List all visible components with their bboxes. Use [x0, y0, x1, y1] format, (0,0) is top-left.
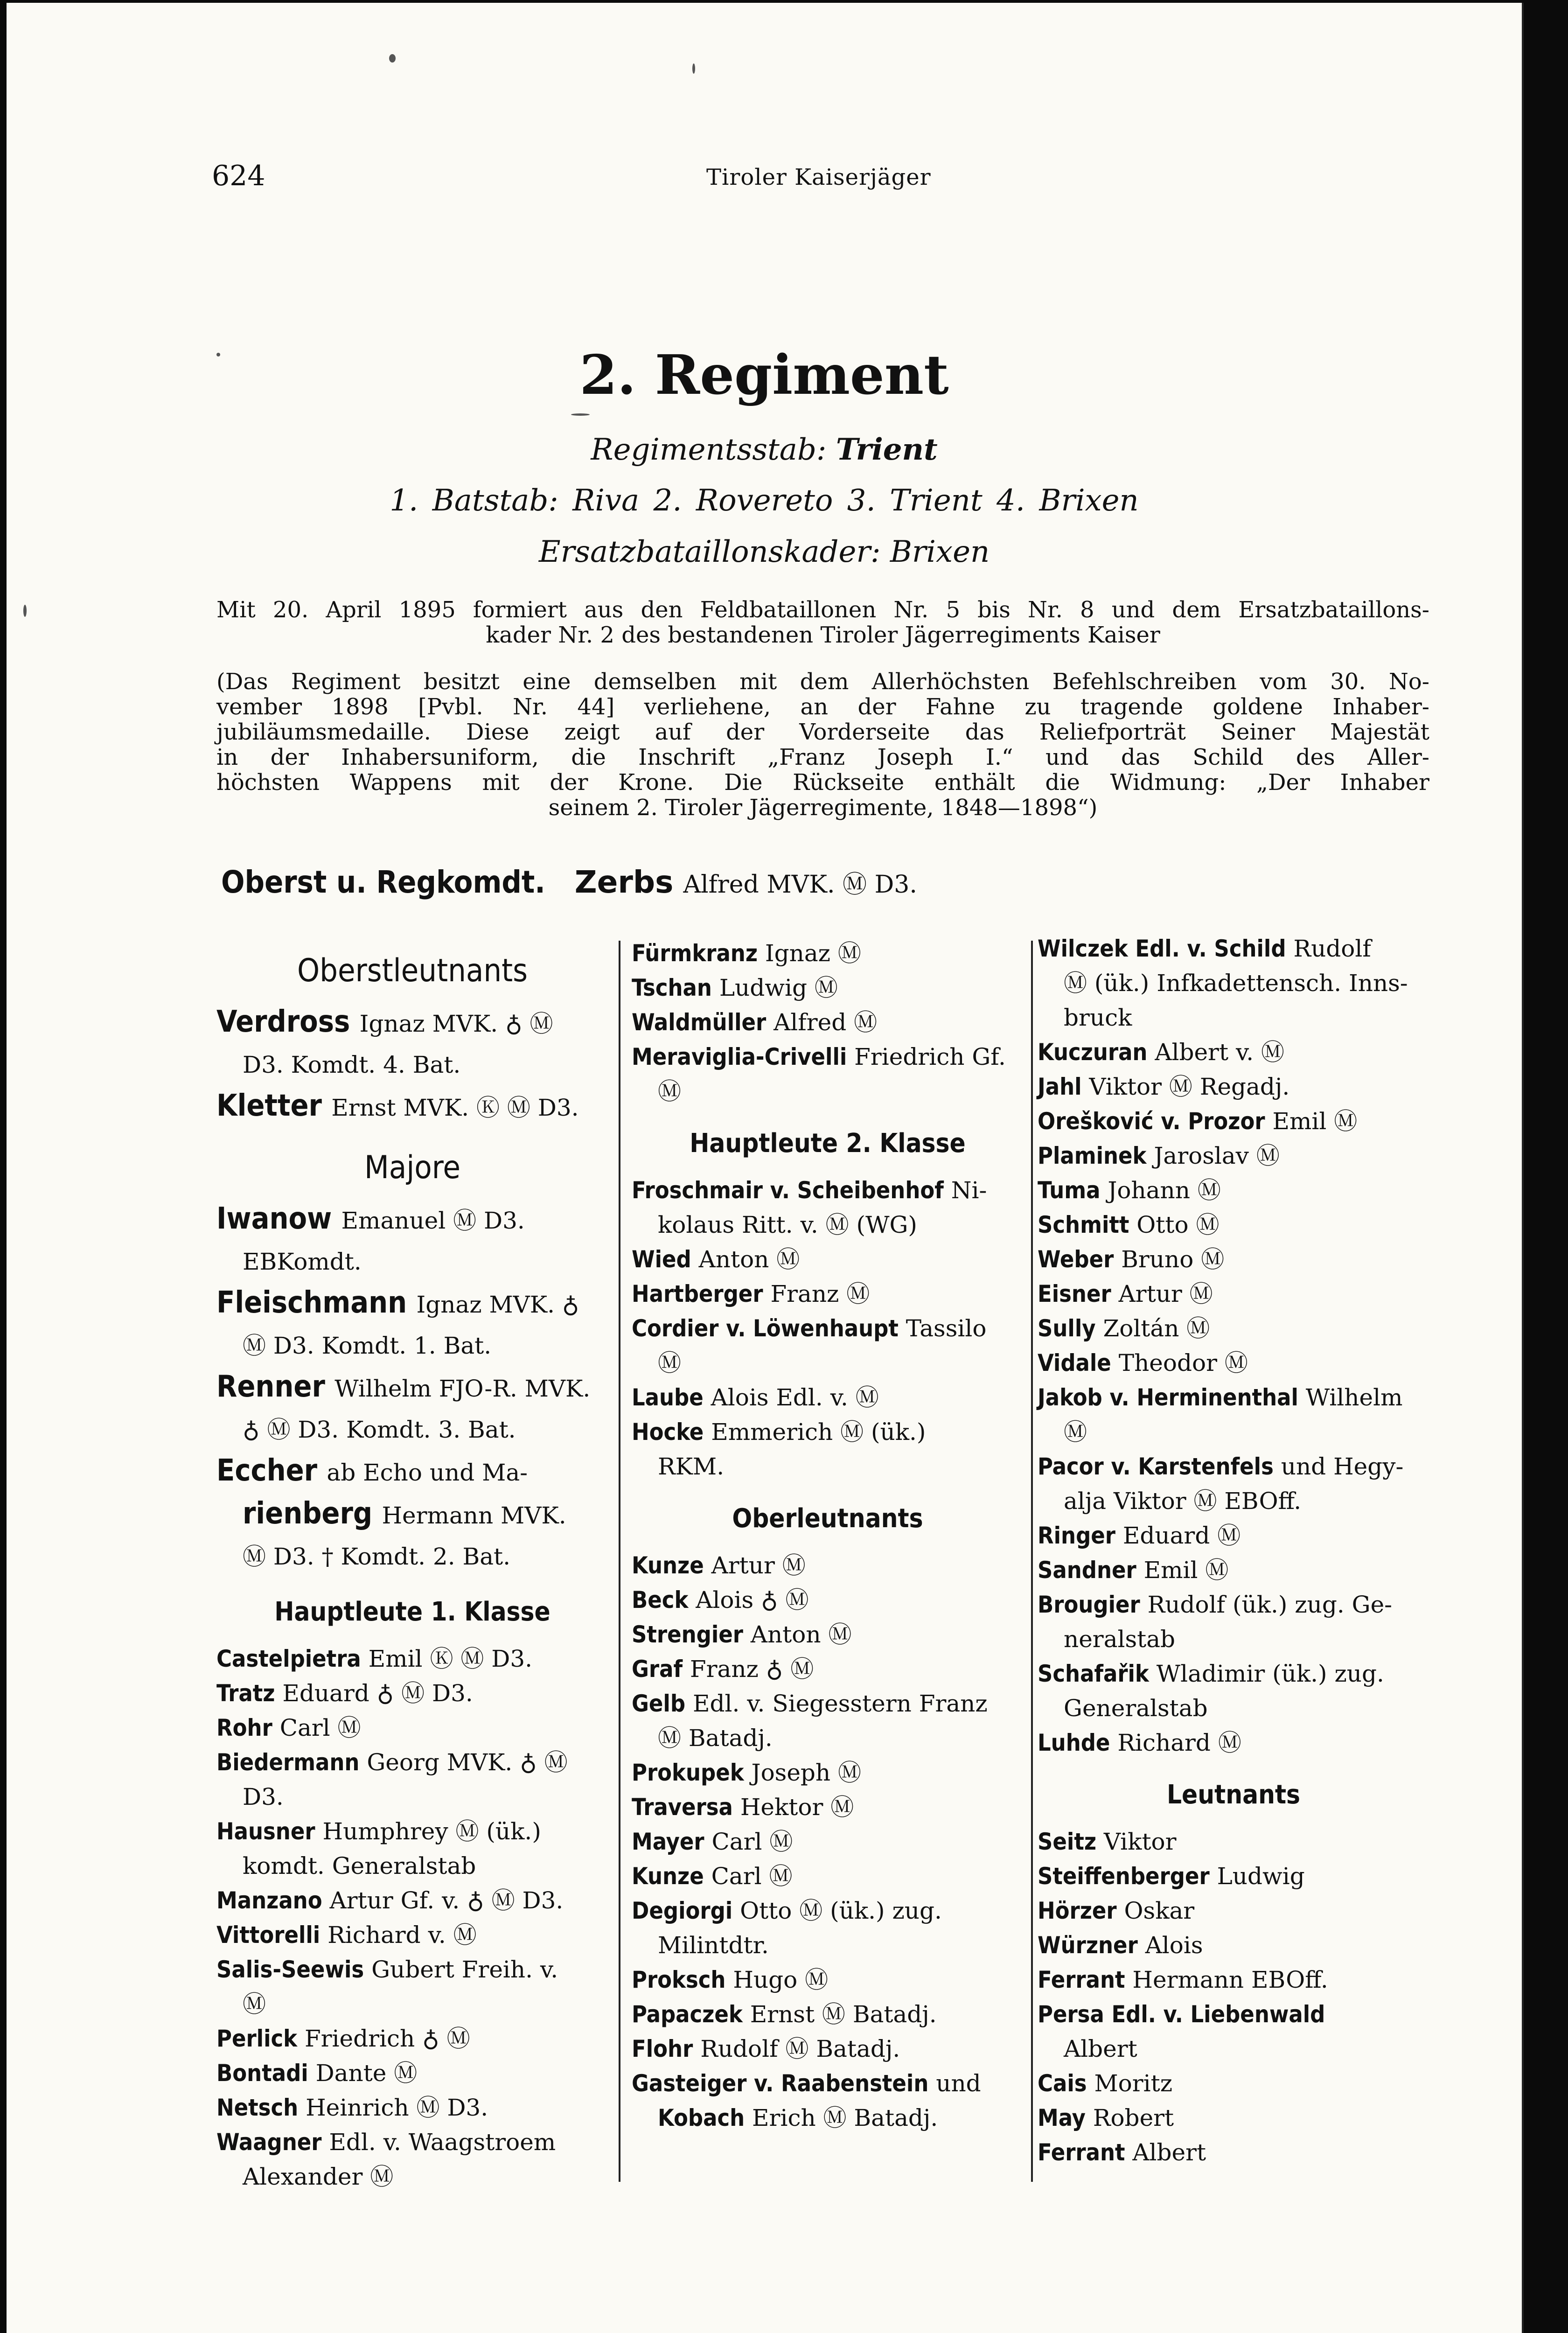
details: Carl Ⓜ [711, 1863, 793, 1890]
details: Ludwig Ⓜ [719, 974, 838, 1001]
surname: Wilczek Edl. v. Schild [1038, 935, 1286, 962]
details: Emmerich Ⓜ (ük.) [711, 1418, 926, 1446]
page [7, 3, 1524, 2333]
regiment-title: 2. Regiment [579, 343, 949, 407]
details: Albert v. Ⓜ [1155, 1039, 1285, 1066]
surname: Tuma [1038, 1177, 1101, 1204]
details: Edl. v. Waagstroem [329, 2129, 556, 2156]
details: Theodor Ⓜ [1118, 1349, 1248, 1376]
list-item-cont: bruck [1064, 1004, 1132, 1031]
surname: Perlick [216, 2025, 298, 2052]
surname: Manzano [216, 1887, 322, 1914]
list-item-cont: D3. [243, 1783, 284, 1810]
list-item-cont: Ⓜ D3. † Komdt. 2. Bat. [243, 1543, 511, 1570]
surname: Steiffenberger [1038, 1863, 1210, 1890]
list-item [1038, 1346, 1429, 1380]
details: Otto Ⓜ (ük.) zug. [740, 1897, 942, 1924]
details: Robert [1093, 2104, 1174, 2131]
list-item [1038, 1242, 1429, 1277]
surname: Kuczuran [1038, 1039, 1148, 1066]
surname: Cais [1038, 2070, 1087, 2097]
details: Ignaz Ⓜ [765, 940, 861, 967]
paragraph-line: vember 1898 [Pvbl. Nr. 44] verliehene, an der Fahne zu tragende goldene Inhaber- [216, 694, 1429, 720]
details: und [936, 2070, 981, 2097]
details: Ernst MVK. Ⓚ Ⓜ D3. [331, 1094, 579, 1121]
list-item [216, 2125, 608, 2159]
details: Wilhelm FJO-R. MVK. [335, 1375, 591, 1402]
surname: Luhde [1038, 1729, 1110, 1756]
surname: Laube [632, 1384, 704, 1411]
list-item-cont: RKM. [658, 1453, 725, 1480]
battalion-stations: 1. Batstab: Riva 2. Rovereto 3. Trient 4. Brixen [390, 483, 1139, 518]
column-divider [619, 941, 620, 2182]
list-item [216, 1676, 608, 1711]
oberst-label: Oberst u. Regkomdt. [221, 864, 545, 900]
scan-speck [216, 353, 220, 356]
surname: Eccher [216, 1453, 318, 1488]
list-item [216, 1745, 608, 1780]
surname: Wied [632, 1246, 691, 1273]
details: Anton Ⓜ [698, 1246, 800, 1273]
surname: Traversa [632, 1794, 733, 1821]
surname: Orešković v. Prozor [1038, 1108, 1265, 1135]
list-item [216, 1814, 608, 1849]
details: Viktor [1103, 1828, 1177, 1855]
details: ab Echo und Ma- [327, 1459, 528, 1486]
section-heading: Oberleutnants [732, 1503, 923, 1534]
oberst-line [221, 864, 917, 900]
list-item [216, 1085, 608, 1128]
surname: Sandner [1038, 1557, 1136, 1584]
list-item [632, 1040, 1024, 1074]
list-item [632, 1548, 1024, 1583]
list-item [216, 1641, 608, 1676]
list-item [216, 1282, 608, 1325]
surname: Weber [1038, 1246, 1114, 1273]
details: Viktor Ⓜ Regadj. [1089, 1073, 1290, 1100]
details: Albert [1132, 2139, 1206, 2166]
surname: Gelb [632, 1690, 686, 1717]
surname: Hausner [216, 1818, 315, 1845]
surname: Persa Edl. v. Liebenwald [1038, 2001, 1325, 2028]
list-item [632, 1859, 1024, 1893]
details: Ludwig [1217, 1863, 1305, 1890]
list-item [1038, 2066, 1429, 2101]
details: Otto Ⓜ [1136, 1211, 1220, 1238]
list-item [1038, 1069, 1429, 1104]
surname: Kunze [632, 1552, 704, 1579]
surname: Brougier [1038, 1591, 1140, 1618]
surname: Iwanow [216, 1201, 332, 1236]
list-item-cont: Ⓜ D3. Komdt. 1. Bat. [243, 1332, 492, 1359]
scan-speck [692, 63, 695, 74]
surname: Eisner [1038, 1280, 1111, 1307]
regimentsstab-label: Regimentsstab: [591, 433, 827, 467]
section-heading: Oberstleutnants [297, 952, 528, 989]
surname: Castelpietra [216, 1645, 361, 1672]
list-item [632, 1997, 1024, 2032]
list-item-cont: Milintdtr. [658, 1932, 769, 1959]
surname: Renner [216, 1369, 325, 1404]
list-item [1038, 1208, 1429, 1242]
surname: Netsch [216, 2094, 299, 2121]
surname: Ferrant [1038, 2139, 1125, 2166]
surname: Beck [632, 1586, 689, 1614]
surname: Rohr [216, 1714, 272, 1741]
details: und Hegy- [1281, 1453, 1404, 1480]
surname: Sully [1038, 1315, 1096, 1342]
details: Hektor Ⓜ [740, 1794, 854, 1821]
details: Alfred Ⓜ [774, 1009, 878, 1036]
details: Friedrich Gf. [854, 1043, 1006, 1070]
entry-list-majore [216, 1198, 608, 1577]
details: Moritz [1094, 2070, 1173, 2097]
medal-paragraph [216, 669, 1429, 820]
details: Edl. v. Siegesstern Franz [692, 1690, 988, 1717]
details: Bruno Ⓜ [1121, 1246, 1225, 1273]
list-item [632, 1790, 1024, 1824]
list-item-cont: Generalstab [1064, 1695, 1208, 1722]
details: Hermann EBOff. [1132, 1966, 1328, 1993]
list-item-cont: Ⓜ [1064, 1418, 1087, 1446]
list-item [216, 2056, 608, 2090]
list-item [632, 1755, 1024, 1790]
surname: Kletter [216, 1089, 322, 1123]
entry-list-hauptleute-2 [632, 1173, 1024, 1484]
list-item [1038, 1587, 1429, 1622]
list-item [1038, 931, 1429, 966]
details: Eduard Ⓜ [1122, 1522, 1241, 1549]
ersatz-kader: Ersatzbataillonskader: Brixen [538, 535, 990, 569]
surname: Hörzer [1038, 1897, 1117, 1924]
list-item-cont: D3. Komdt. 4. Bat. [243, 1051, 461, 1078]
list-item [632, 1824, 1024, 1859]
details: Heinrich Ⓜ D3. [306, 2094, 488, 2121]
details: Hermann MVK. [382, 1502, 566, 1529]
paragraph-line: in der Inhabersuniform, die Inschrift „Franz Joseph I.“ und das Schild des Aller- [216, 744, 1429, 770]
surname: Flohr [632, 2035, 693, 2062]
entry-list-top [632, 936, 1024, 1109]
list-item [632, 1652, 1024, 1686]
list-item [216, 1952, 608, 1987]
surname: Strengier [632, 1621, 743, 1648]
details: Wladimir (ük.) zug. [1156, 1660, 1384, 1687]
scan-speck [389, 54, 396, 63]
list-item [632, 2032, 1024, 2066]
details: Ignaz MVK. ♁ Ⓜ [359, 1010, 553, 1037]
details: Richard v. Ⓜ [328, 1921, 477, 1949]
list-item [1038, 1824, 1429, 1859]
details: Rudolf [1293, 935, 1371, 962]
running-title: Tiroler Kaiserjäger [706, 164, 931, 190]
list-item [632, 971, 1024, 1005]
list-item [1038, 1173, 1429, 1208]
list-item [632, 936, 1024, 971]
list-item [1038, 1449, 1429, 1484]
details: Artur Ⓜ [711, 1552, 806, 1579]
paragraph-line: Mit 20. April 1895 formiert aus den Feldbataillonen Nr. 5 bis Nr. 8 und dem Ersatzbataillons- [216, 597, 1429, 623]
paragraph-line: jubiläumsmedaille. Diese zeigt auf der Vorderseite das Reliefporträt Seiner Majestät [216, 719, 1429, 745]
scan-speck [571, 413, 590, 416]
list-item [1038, 1928, 1429, 1963]
entry-list-top [1038, 931, 1429, 1760]
surname: Mayer [632, 1828, 704, 1855]
details: Dante Ⓜ [315, 2060, 418, 2087]
details: Emanuel Ⓜ D3. [341, 1207, 525, 1234]
paragraph-line: (Das Regiment besitzt eine demselben mit dem Allerhöchsten Befehlschreiben vom 30. No- [216, 669, 1429, 695]
surname: Biedermann [216, 1749, 360, 1776]
column-3 [1038, 931, 1429, 2170]
details: Joseph Ⓜ [751, 1759, 862, 1786]
list-item [216, 1493, 608, 1536]
surname: Degiorgi [632, 1897, 733, 1924]
surname: Vidale [1038, 1349, 1111, 1376]
surname: Hocke [632, 1418, 704, 1446]
list-item [216, 1001, 608, 1044]
details: Artur Gf. v. ♁ Ⓜ D3. [329, 1887, 564, 1914]
list-item [632, 1963, 1024, 1997]
list-item-cont: kolaus Ritt. v. Ⓜ (WG) [658, 1211, 917, 1238]
details: Franz ♁ Ⓜ [690, 1655, 814, 1683]
list-item [216, 1366, 608, 1409]
list-item [632, 1686, 1024, 1721]
details: Emil Ⓜ [1272, 1108, 1358, 1135]
entry-list-leutnants [1038, 1824, 1429, 2170]
surname: Waagner [216, 2129, 322, 2156]
list-item [1038, 1656, 1429, 1691]
list-item [632, 1583, 1024, 1617]
list-item-cont: komdt. Generalstab [243, 1852, 476, 1879]
list-item [632, 1311, 1024, 1346]
entry-list-oberleutnants [632, 1548, 1024, 2135]
surname: Tratz [216, 1680, 275, 1707]
list-item [1038, 1725, 1429, 1760]
list-item [1038, 1997, 1429, 2032]
details: Jaroslav Ⓜ [1154, 1142, 1280, 1169]
list-item [216, 1450, 608, 1493]
formation-paragraph [216, 597, 1429, 648]
details: Ni- [951, 1177, 987, 1204]
list-item [1038, 1963, 1429, 1997]
list-item [632, 1277, 1024, 1311]
details: Eduard ♁ Ⓜ D3. [282, 1680, 473, 1707]
details: Alois [1145, 1932, 1203, 1959]
list-item-cont: Ⓜ [658, 1349, 681, 1376]
list-item [216, 1711, 608, 1745]
list-item-cont: Albert [1064, 2035, 1137, 2062]
column-divider [1031, 941, 1033, 2182]
details: Emil Ⓜ [1143, 1557, 1229, 1584]
list-item [1038, 1893, 1429, 1928]
details: Alois Edl. v. Ⓜ [711, 1384, 879, 1411]
list-item [1038, 1139, 1429, 1173]
list-item [1038, 1104, 1429, 1139]
list-item-cont: Ⓜ [243, 1991, 266, 2018]
list-item [632, 1242, 1024, 1277]
paragraph-line: seinem 2. Tiroler Jägerregimente, 1848—1898“) [548, 795, 1098, 821]
details: Friedrich ♁ Ⓜ [304, 2025, 470, 2052]
surname: Papaczek [632, 2001, 743, 2028]
list-item-cont: neralstab [1064, 1626, 1176, 1653]
list-item [632, 1415, 1024, 1449]
details: Georg MVK. ♁ Ⓜ [367, 1749, 568, 1776]
surname: Jahl [1038, 1073, 1082, 1100]
details: Oskar [1124, 1897, 1195, 1924]
details: Ignaz MVK. ♁ [416, 1291, 579, 1318]
list-item [632, 1617, 1024, 1652]
list-item [216, 1198, 608, 1241]
surname: Hartberger [632, 1280, 763, 1307]
surname: Waldmüller [632, 1009, 767, 1036]
column-2 [632, 936, 1024, 2135]
surname: Pacor v. Karstenfels [1038, 1453, 1274, 1480]
list-item [1038, 1859, 1429, 1893]
details: Anton Ⓜ [750, 1621, 852, 1648]
surname: Proksch [632, 1966, 726, 1993]
section-heading: Hauptleute 2. Klasse [690, 1128, 966, 1159]
details: Carl Ⓜ [711, 1828, 793, 1855]
list-item [216, 1918, 608, 1952]
surname: Schmitt [1038, 1211, 1129, 1238]
details: Carl Ⓜ [279, 1714, 361, 1741]
section-heading: Majore [364, 1149, 460, 1186]
list-item-cont: Ⓜ (ük.) Infkadettensch. Inns- [1064, 970, 1408, 997]
list-item [1038, 1518, 1429, 1553]
list-item [632, 2101, 1024, 2135]
details: Hugo Ⓜ [733, 1966, 829, 1993]
surname: Fürmkranz [632, 940, 758, 967]
surname: Würzner [1038, 1932, 1138, 1959]
surname: Cordier v. Löwenhaupt [632, 1315, 899, 1342]
details: Wilhelm [1305, 1384, 1403, 1411]
list-item [1038, 1380, 1429, 1415]
surname: Kobach [658, 2104, 745, 2131]
surname: Ferrant [1038, 1966, 1125, 1993]
surname: Plaminek [1038, 1142, 1147, 1169]
list-item [216, 2021, 608, 2056]
surname: Salis-Seewis [216, 1956, 364, 1983]
regimentsstab [7, 432, 1522, 467]
details: Richard Ⓜ [1117, 1729, 1241, 1756]
surname: rienberg [243, 1496, 373, 1531]
list-item-cont: Ⓜ Batadj. [658, 1725, 773, 1752]
paragraph-line: höchsten Wappens mit der Krone. Die Rückseite enthält die Widmung: „Der Inhaber [216, 769, 1429, 796]
details: Tassilo [906, 1315, 987, 1342]
surname: Froschmair v. Scheibenhof [632, 1177, 944, 1204]
list-item-cont: Alexander Ⓜ [243, 2163, 394, 2190]
surname: Vittorelli [216, 1921, 321, 1949]
list-item [1038, 1035, 1429, 1069]
surname: Fleischmann [216, 1285, 407, 1320]
surname: Gasteiger v. Raabenstein [632, 2070, 929, 2097]
list-item [632, 1893, 1024, 1928]
list-item [216, 1883, 608, 1918]
oberst-details: Alfred MVK. Ⓜ D3. [683, 871, 917, 899]
surname: Jakob v. Herminenthal [1038, 1384, 1298, 1411]
list-item-cont: alja Viktor Ⓜ EBOff. [1064, 1488, 1302, 1515]
details: Franz Ⓜ [770, 1280, 870, 1307]
details: Gubert Freih. v. [371, 1956, 558, 1983]
details: Rudolf (ük.) zug. Ge- [1147, 1591, 1393, 1618]
column-1 [216, 931, 608, 2194]
surname: Graf [632, 1655, 683, 1683]
entry-list-hauptleute-1 [216, 1641, 608, 2194]
list-item-cont: ♁ Ⓜ D3. Komdt. 3. Bat. [243, 1416, 516, 1443]
surname: Bontadi [216, 2060, 308, 2087]
details: Rudolf Ⓜ Batadj. [700, 2035, 900, 2062]
list-item [216, 2090, 608, 2125]
details: Alois ♁ Ⓜ [696, 1586, 809, 1614]
list-item [1038, 1311, 1429, 1346]
list-item [1038, 1277, 1429, 1311]
list-item [632, 1173, 1024, 1208]
surname: Ringer [1038, 1522, 1115, 1549]
section-heading: Hauptleute 1. Klasse [274, 1597, 551, 1627]
surname: Verdross [216, 1005, 350, 1039]
surname: Seitz [1038, 1828, 1097, 1855]
details: Humphrey Ⓜ (ük.) [322, 1818, 541, 1845]
details: Emil Ⓚ Ⓜ D3. [368, 1645, 533, 1672]
regimentsstab-place: Trient [836, 432, 938, 467]
list-item [1038, 2101, 1429, 2135]
surname: Kunze [632, 1863, 704, 1890]
section-heading: Leutnants [1166, 1780, 1301, 1810]
details: Johann Ⓜ [1108, 1177, 1221, 1204]
surname: May [1038, 2104, 1086, 2131]
oberst-name: Zerbs [574, 864, 674, 900]
list-item [1038, 2135, 1429, 2170]
details: Zoltán Ⓜ [1103, 1315, 1210, 1342]
surname: Prokupek [632, 1759, 744, 1786]
surname: Meraviglia-Crivelli [632, 1043, 847, 1070]
entry-list-oberstleutnants [216, 1001, 608, 1128]
list-item [1038, 1553, 1429, 1587]
list-item [632, 2066, 1024, 2101]
surname: Tschan [632, 974, 712, 1001]
details: Erich Ⓜ Batadj. [752, 2104, 938, 2131]
list-item-cont: Ⓜ [658, 1078, 681, 1105]
paragraph-line: kader Nr. 2 des bestandenen Tiroler Jägerregiments Kaiser [486, 622, 1160, 648]
list-item [632, 1380, 1024, 1415]
page-number: 624 [212, 160, 265, 192]
details: Artur Ⓜ [1118, 1280, 1213, 1307]
scan-speck [23, 605, 27, 617]
list-item-cont: EBKomdt. [243, 1248, 362, 1275]
list-item [632, 1005, 1024, 1040]
surname: Schafařik [1038, 1660, 1149, 1687]
details: Ernst Ⓜ Batadj. [750, 2001, 937, 2028]
